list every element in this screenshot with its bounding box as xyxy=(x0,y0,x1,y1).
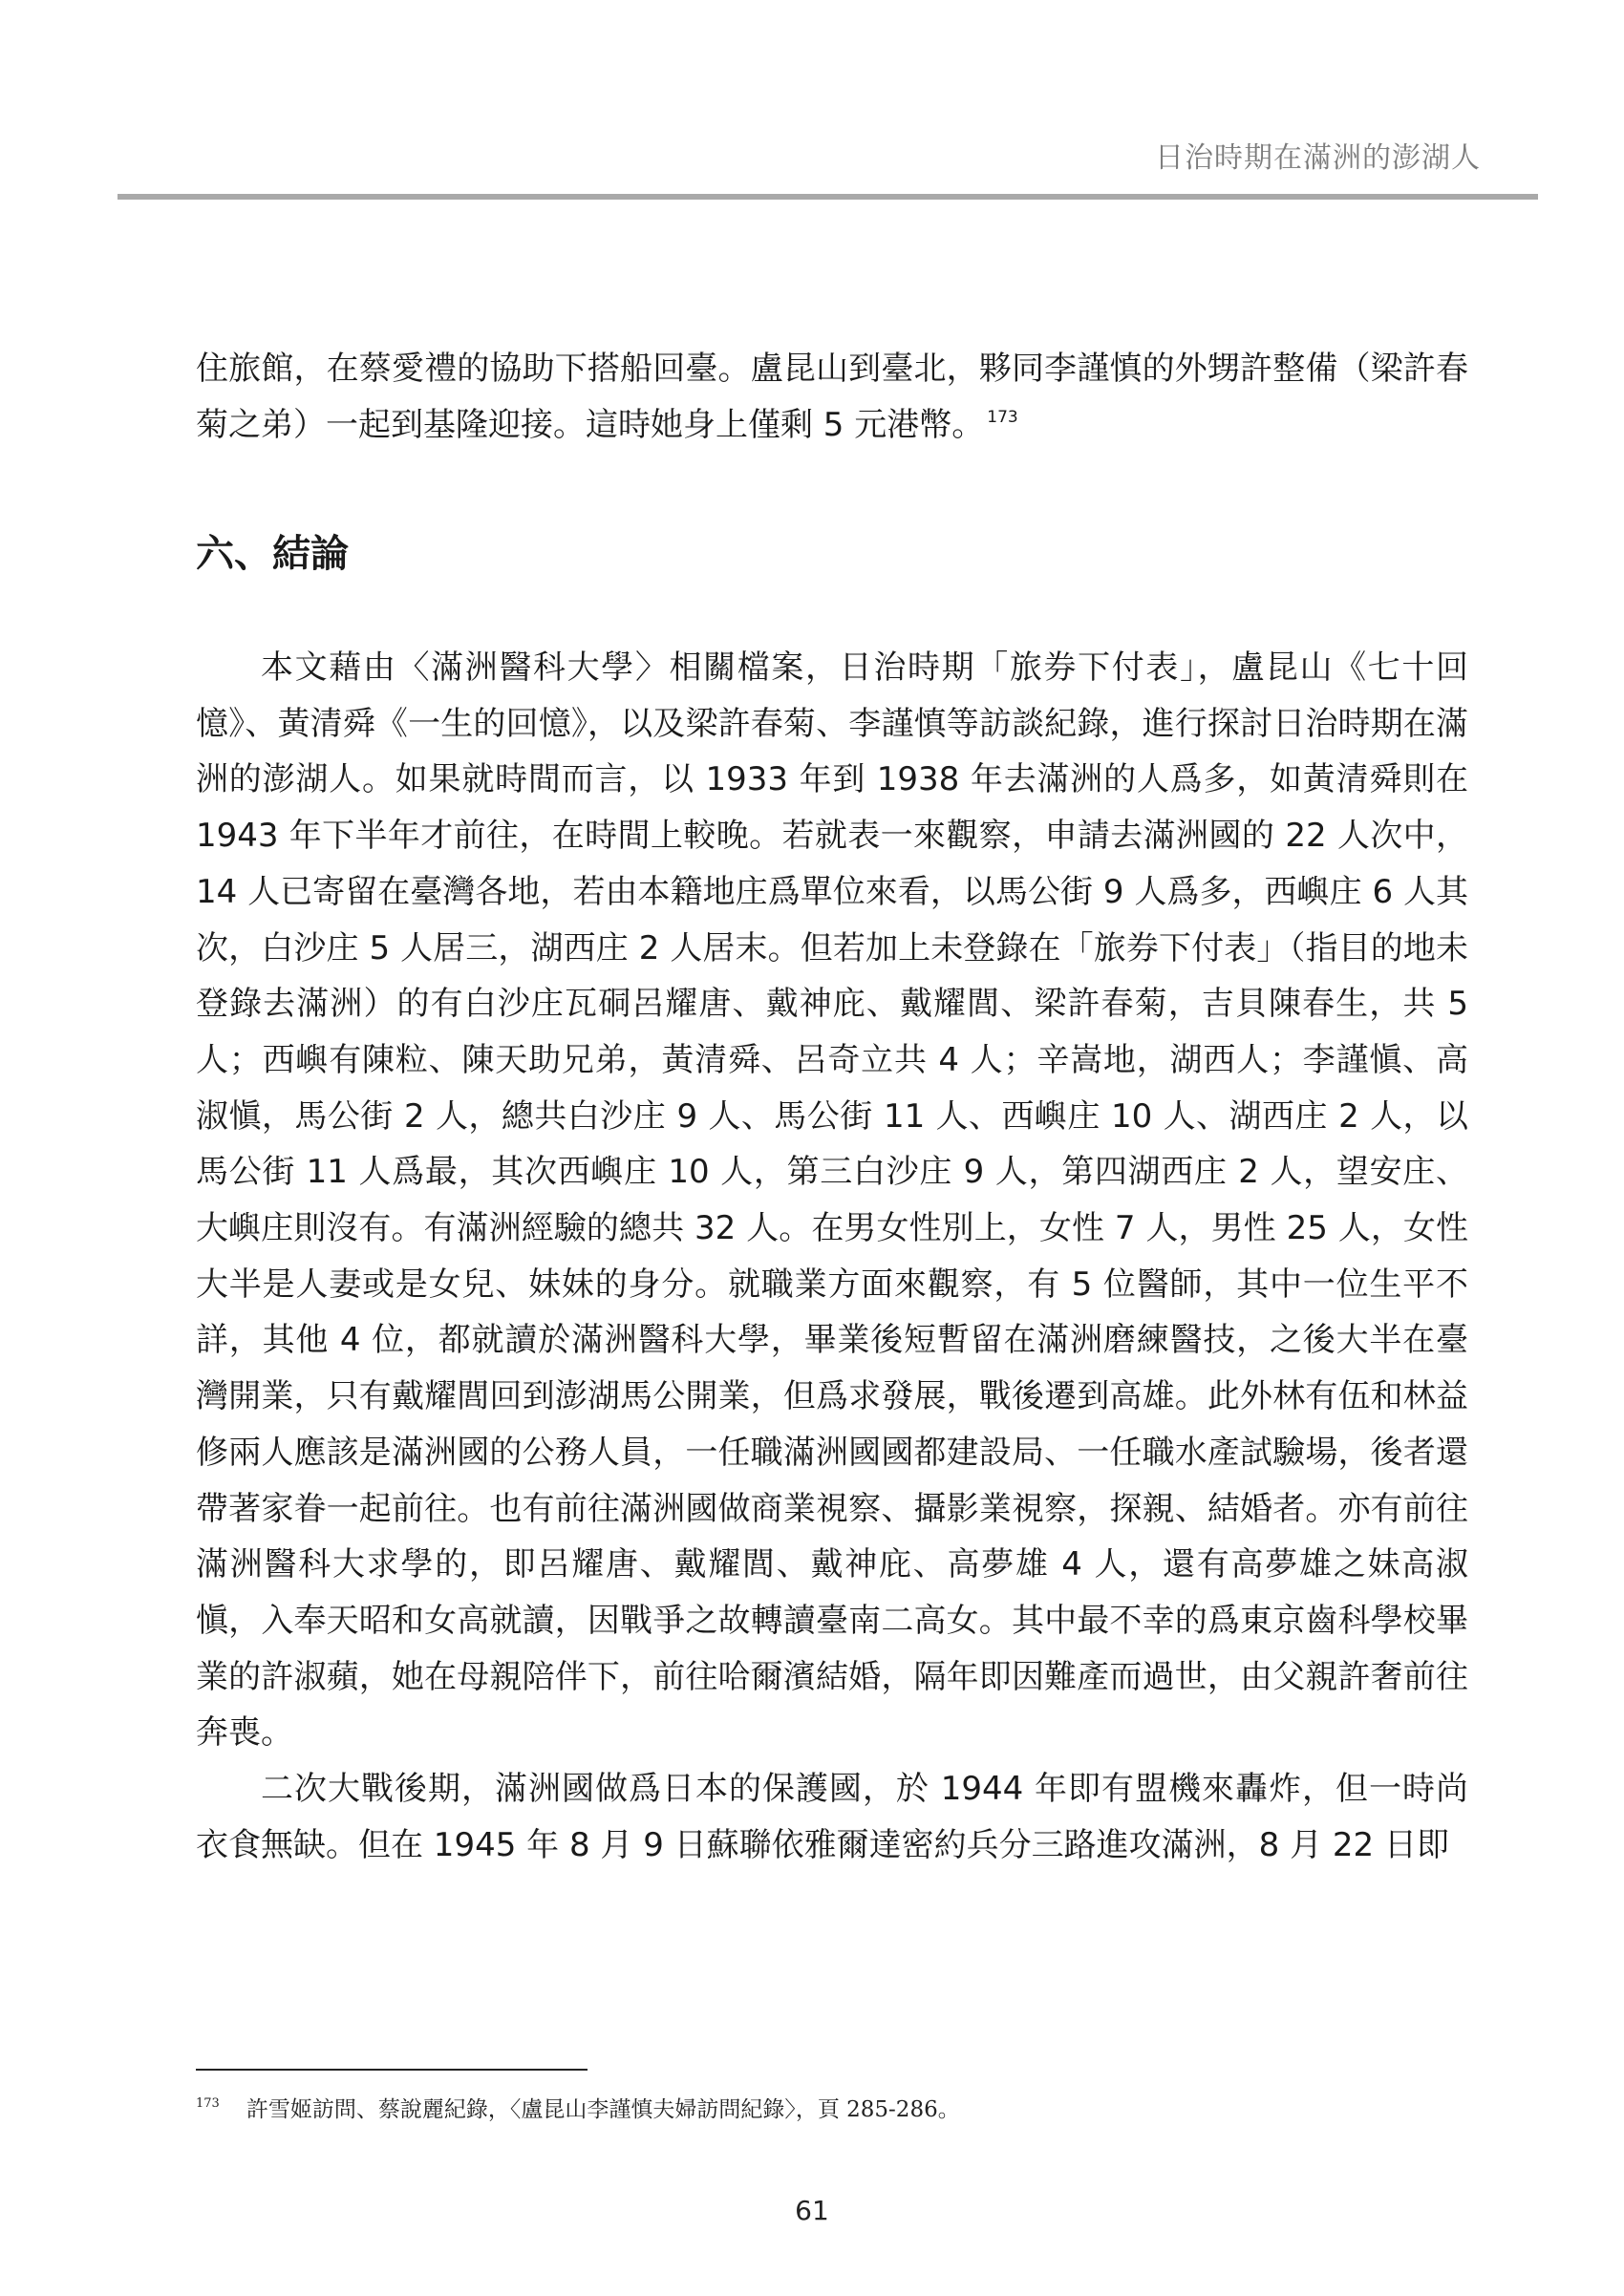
conclusion-paragraph-2: 二次大戰後期，滿洲國做爲日本的保護國，於 1944 年即有盟機來轟炸，但一時尚衣食無缺。但在 1945 年 8 月 9 日蘇聯依雅爾達密約兵分三路進攻滿洲，8 月 22 日即 xyxy=(196,1770,1468,1864)
footnote-text: 許雪姬訪問、蔡說麗紀錄，〈盧昆山李謹慎夫婦訪問紀錄〉，頁 285-286。 xyxy=(246,2097,960,2122)
section-heading: 六、結論 xyxy=(196,532,349,576)
footnote xyxy=(196,2092,1468,2123)
header-rule xyxy=(118,194,1538,200)
intro-paragraph xyxy=(196,341,1468,453)
intro-text: 住旅館，在蔡愛禮的協助下搭船回臺。盧昆山到臺北，夥同李謹慎的外甥許整備（梁許春菊之弟）一起到基隆迎接。這時她身上僅剩 5 元港幣。 xyxy=(196,350,1468,444)
footnote-number: 173 xyxy=(196,2096,220,2111)
footnote-ref[interactable]: 173 xyxy=(987,407,1018,427)
running-header-title: 日治時期在滿洲的澎湖人 xyxy=(1155,141,1481,175)
page-number: 61 xyxy=(795,2195,829,2226)
conclusion-body xyxy=(196,640,1468,1873)
footnote-rule xyxy=(196,2069,588,2071)
conclusion-paragraph-1: 本文藉由〈滿洲醫科大學〉相關檔案，日治時期「旅券下付表」，盧昆山《七十回憶》、黃清舜《一生的回憶》，以及梁許春菊、李謹慎等訪談紀錄，進行探討日治時期在滿洲的澎湖人。如果就時間而言，以 1933 年到 1938 年去滿洲的人爲多，如黃清舜則在 1943 年下半年才前往，在時間上較晚。若就表一來觀察，申請去滿洲國的 22 人次中，14 人已寄留在臺灣各地，若由本籍地庄爲單位來看，以馬公街 9 人爲多，西嶼庄 6 人其次，白沙庄 5 人居三，湖西庄 2 人居末。但若加上未登錄在「旅券下付表」（指目的地未登錄去滿洲）的有白沙庄瓦硐呂耀唐、戴神庇、戴耀閭、梁許春菊，吉貝陳春生，共 5 人；西嶼有陳粒、陳天助兄弟，黃清舜、呂奇立共 4 人；辛嵩地，湖西人；李謹愼、高淑愼，馬公街 2 人，總共白沙庄 9 人、馬公街 11 人、西嶼庄 10 人、湖西庄 2 人，以馬公街 11 人爲最，其次西嶼庄 10 人，第三白沙庄 9 人，第四湖西庄 2 人，望安庄、大嶼庄則沒有。有滿洲經驗的總共 32 人。在男女性別上，女性 7 人，男性 25 人，女性大半是人妻或是女兒、妹妹的身分。就職業方面來觀察，有 5 位醫師，其中一位生平不詳，其他 4 位，都就讀於滿洲醫科大學，畢業後短暫留在滿洲磨練醫技，之後大半在臺灣開業，只有戴耀閭回到澎湖馬公開業，但爲求發展，戰後遷到高雄。此外林有伍和林益修兩人應該是滿洲國的公務人員，一任職滿洲國國都建設局、一任職水產試驗場，後者還帶著家眷一起前往。也有前往滿洲國做商業視察、攝影業視察，探親、結婚者。亦有前往滿洲醫科大求學的，即呂耀唐、戴耀閭、戴神庇、高夢雄 4 人，還有高夢雄之妹高淑愼，入奉天昭和女高就讀，因戰爭之故轉讀臺南二高女。其中最不幸的爲東京齒科學校畢業的許淑蘋，她在母親陪伴下，前往哈爾濱結婚，隔年即因難產而過世，由父親許奢前往奔喪。 xyxy=(196,648,1468,1753)
